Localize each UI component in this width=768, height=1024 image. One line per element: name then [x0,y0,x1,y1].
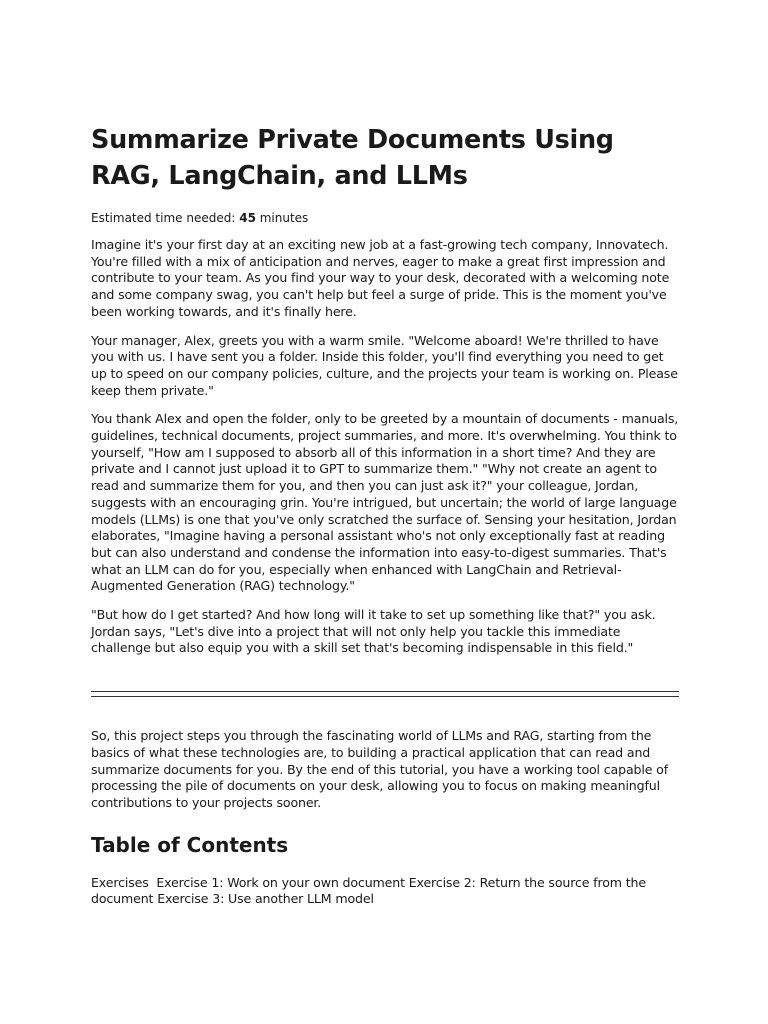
toc-items[interactable] [91,875,681,908]
estimated-time-value: 45 [239,211,256,225]
estimated-time-unit: minutes [255,211,309,225]
intro-paragraph-1: Imagine it's your first day at an exciting new job at a fast-growing tech company, Innovatech. You're filled with a mix of anticipation and nerves, eager to make a great first impression and contribute to your team. As you find your way to your desk, decorated with a welcoming note and some company swag, you can't help but feel a surge of pride. This is the moment you've been working towards, and it's finally here. [91,237,670,319]
toc-heading: Table of Contents [91,832,289,857]
intro-paragraph-4: "But how do I get started? And how long will it take to set up something like that?" you ask. Jordan says, "Let's dive into a project that will not only help you tackle this immediate challenge but also equip you with a skill set that's becoming indispensable in this field." [91,607,656,656]
estimated-time-label: Estimated time needed: [91,211,240,225]
toc-items-text[interactable]: Exercises Exercise 1: Work on your own document Exercise 2: Return the source from the document Exercise 3: Use another LLM model [91,874,650,907]
intro-paragraph-3: You thank Alex and open the folder, only to be greeted by a mountain of documents - manuals, guidelines, technical documents, project summaries, and more. It's overwhelming. You think to yourself, "How am I supposed to absorb all of this information in a short time? And they are private and I cannot just upload it to GPT to summarize them." "Why not create an agent to read and summarize them for you, and then you can just ask it?" your colleague, Jordan, suggests with an encouraging grin. You're intrigued, but uncertain; the world of large language models (LLMs) is one that you've only scratched the surface of. Sensing your hesitation, Jordan elaborates, "Imagine having a personal assistant who's not only exceptionally fast at reading but can also understand and condense the information into easy-to-digest summaries. That's what an LLM can do for you, especially when enhanced with LangChain and Retrieval-Augmented Generation (RAG) technology." [91,411,679,594]
intro-paragraph-2: Your manager, Alex, greets you with a warm smile. "Welcome aboard! We're thrilled to have you with us. I have sent you a folder. Inside this folder, you'll find everything you need to get up to speed on our company policies, culture, and the projects your team is working on. Please keep them private." [91,332,678,398]
document-page [91,122,681,908]
section-divider [91,691,679,697]
document-title: Summarize Private Documents Using RAG, LangChain, and LLMs [91,125,614,191]
project-overview-paragraph: So, this project steps you through the fascinating world of LLMs and RAG, starting from the basics of what these technologies are, to building a practical application that can read and summarize documents for you. By the end of this tutorial, you have a working tool capable of processing the pile of documents on your desk, allowing you to focus on making meaningful contributions to your projects sooner. [91,728,668,810]
estimated-time [91,210,681,226]
